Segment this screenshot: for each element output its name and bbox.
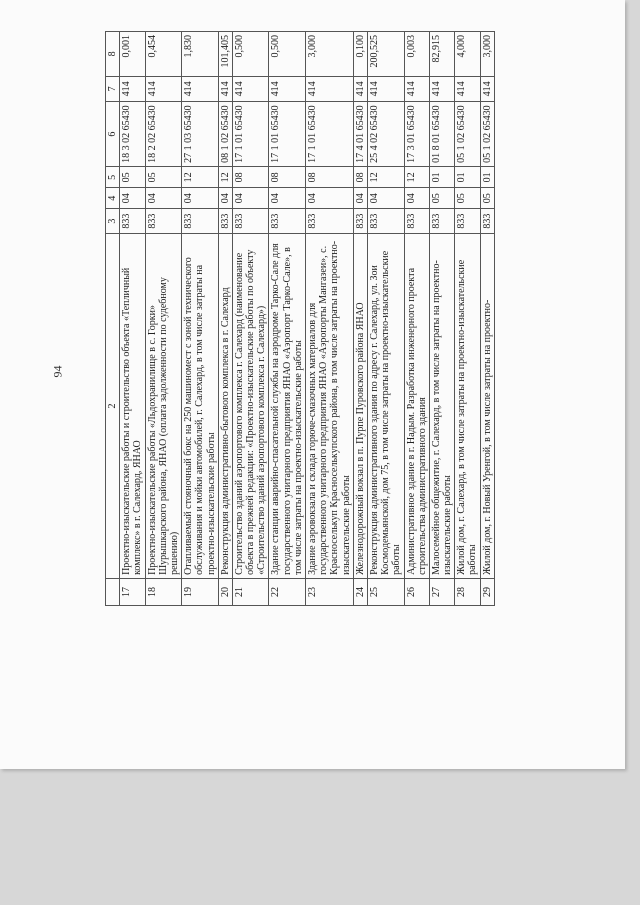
amount-cell: 82,915 bbox=[429, 32, 454, 77]
target-article-cell: 17 1 01 65430 bbox=[306, 101, 354, 167]
object-name-cell: Здание станции аварийно-спасательной службы на аэродроме Тарко-Сале для государственного унитарного предприятия ЯНАО «Аэропорт Тарко-Сале», в том числе затраты на проектно-изыскательские работы bbox=[269, 234, 306, 579]
table-row bbox=[455, 32, 480, 606]
subsection-cell: 12 bbox=[182, 167, 219, 188]
table-row bbox=[367, 32, 404, 606]
header-cell-3: 3 bbox=[106, 209, 120, 234]
section-cell: 04 bbox=[353, 188, 367, 209]
code-cell: 833 bbox=[218, 209, 232, 234]
target-article-cell: 17 4 01 65430 bbox=[353, 101, 367, 167]
amount-cell: 200,525 bbox=[367, 32, 404, 77]
amount-cell: 0,003 bbox=[404, 32, 429, 77]
object-name-cell: Здание аэровокзала и склада горюче-смазочных материалов для государственного унитарного предприятия ЯНАО «Аэропорты Мангазеи», с. Красноселькуп Красноселькупского района, в том числе затраты на проектно-изыскательские работы bbox=[306, 234, 354, 579]
row-number-cell: 26 bbox=[404, 578, 429, 605]
header-cell-8: 8 bbox=[106, 32, 120, 77]
expense-type-cell: 414 bbox=[353, 76, 367, 101]
target-article-cell: 08 1 02 65430 bbox=[218, 101, 232, 167]
subsection-cell: 08 bbox=[232, 167, 269, 188]
target-article-cell: 17 1 01 65430 bbox=[269, 101, 306, 167]
subsection-cell: 12 bbox=[218, 167, 232, 188]
header-cell-5: 5 bbox=[106, 167, 120, 188]
table-row bbox=[480, 32, 494, 606]
object-name-cell: Проектно-изыскательские работы и строительство объекта «Тепличный комплекс» в г. Салехард, ЯНАО bbox=[120, 234, 145, 579]
page-number: 94 bbox=[50, 365, 65, 378]
amount-cell: 4,000 bbox=[455, 32, 480, 77]
table-row bbox=[120, 32, 145, 606]
amount-cell: 0,454 bbox=[145, 32, 182, 77]
table-row bbox=[145, 32, 182, 606]
header-cell-6: 6 bbox=[106, 101, 120, 167]
table-row bbox=[182, 32, 219, 606]
header-cell-7: 7 bbox=[106, 76, 120, 101]
subsection-cell: 12 bbox=[404, 167, 429, 188]
row-number-cell: 17 bbox=[120, 578, 145, 605]
object-name-cell: Административное здание в г. Надым. Разработка инженерного проекта строительства административного здания bbox=[404, 234, 429, 579]
section-cell: 05 bbox=[480, 188, 494, 209]
row-number-cell: 27 bbox=[429, 578, 454, 605]
rotated-table-wrapper bbox=[105, 31, 605, 606]
expense-type-cell: 414 bbox=[404, 76, 429, 101]
subsection-cell: 05 bbox=[120, 167, 145, 188]
object-name-cell: Реконструкция административного здания по адресу г. Салехард, ул. Зои Космодемьянской, дом 75, в том числе затраты на проектно-изыскательские работы bbox=[367, 234, 404, 579]
amount-cell: 0,001 bbox=[120, 32, 145, 77]
subsection-cell: 12 bbox=[367, 167, 404, 188]
header-row bbox=[106, 32, 120, 606]
section-cell: 04 bbox=[306, 188, 354, 209]
section-cell: 04 bbox=[145, 188, 182, 209]
target-article-cell: 05 1 02 65430 bbox=[480, 101, 494, 167]
subsection-cell: 08 bbox=[306, 167, 354, 188]
amount-cell: 3,000 bbox=[480, 32, 494, 77]
target-article-cell: 01 8 01 65430 bbox=[429, 101, 454, 167]
row-number-cell: 28 bbox=[455, 578, 480, 605]
code-cell: 833 bbox=[120, 209, 145, 234]
object-name-cell: Строительство зданий аэропортового комплекса г. Салехард (наименование объекта в прежней редакции: «Проектно-изыскательские работы по объекту «Строительство зданий аэропортового комплекса г. Салехард») bbox=[232, 234, 269, 579]
code-cell: 833 bbox=[232, 209, 269, 234]
row-number-cell: 20 bbox=[218, 578, 232, 605]
expense-type-cell: 414 bbox=[269, 76, 306, 101]
expense-type-cell: 414 bbox=[232, 76, 269, 101]
section-cell: 04 bbox=[218, 188, 232, 209]
section-cell: 04 bbox=[367, 188, 404, 209]
header-cell-2: 2 bbox=[106, 234, 120, 579]
expense-type-cell: 414 bbox=[480, 76, 494, 101]
target-article-cell: 05 1 02 65430 bbox=[455, 101, 480, 167]
table-row bbox=[353, 32, 367, 606]
target-article-cell: 17 3 01 65430 bbox=[404, 101, 429, 167]
expense-type-cell: 414 bbox=[182, 76, 219, 101]
code-cell: 833 bbox=[455, 209, 480, 234]
object-name-cell: Железнодорожный вокзал в п. Пурпе Пуровского района ЯНАО bbox=[353, 234, 367, 579]
row-number-cell: 22 bbox=[269, 578, 306, 605]
section-cell: 05 bbox=[455, 188, 480, 209]
target-article-cell: 18 2 02 65430 bbox=[145, 101, 182, 167]
row-number-cell: 21 bbox=[232, 578, 269, 605]
code-cell: 833 bbox=[367, 209, 404, 234]
section-cell: 04 bbox=[269, 188, 306, 209]
subsection-cell: 05 bbox=[145, 167, 182, 188]
object-name-cell: Проектно-изыскательские работы «Льдохранилище в с. Горки» Шурышкарского района, ЯНАО (оплата задолженности по судебному решению) bbox=[145, 234, 182, 579]
amount-cell: 1,830 bbox=[182, 32, 219, 77]
section-cell: 04 bbox=[404, 188, 429, 209]
object-name-cell: Реконструкция административно-бытового комплекса в г. Салехард bbox=[218, 234, 232, 579]
object-name-cell: Отапливаемый стояночный бокс на 250 машиномест с зоной технического обслуживания и мойки автомобилей, г. Салехард, в том числе затраты на проектно-изыскательские работы bbox=[182, 234, 219, 579]
code-cell: 833 bbox=[353, 209, 367, 234]
subsection-cell: 01 bbox=[455, 167, 480, 188]
expense-type-cell: 414 bbox=[145, 76, 182, 101]
section-cell: 04 bbox=[232, 188, 269, 209]
table-row bbox=[404, 32, 429, 606]
expense-type-cell: 414 bbox=[429, 76, 454, 101]
subsection-cell: 08 bbox=[269, 167, 306, 188]
code-cell: 833 bbox=[269, 209, 306, 234]
row-number-cell: 24 bbox=[353, 578, 367, 605]
table-row bbox=[306, 32, 354, 606]
amount-cell: 0,500 bbox=[232, 32, 269, 77]
row-number-cell: 19 bbox=[182, 578, 219, 605]
amount-cell: 0,100 bbox=[353, 32, 367, 77]
object-name-cell: Жилой дом, г. Салехард, в том числе затраты на проектно-изыскательские работы bbox=[455, 234, 480, 579]
target-article-cell: 17 1 01 65430 bbox=[232, 101, 269, 167]
table-row bbox=[429, 32, 454, 606]
row-number-cell: 18 bbox=[145, 578, 182, 605]
code-cell: 833 bbox=[480, 209, 494, 234]
expense-type-cell: 414 bbox=[455, 76, 480, 101]
table-row bbox=[218, 32, 232, 606]
table-row bbox=[232, 32, 269, 606]
amount-cell: 0,500 bbox=[269, 32, 306, 77]
object-name-cell: Жилой дом, г. Новый Уренгой, в том числе затраты на проектно- bbox=[480, 234, 494, 579]
row-number-cell: 23 bbox=[306, 578, 354, 605]
code-cell: 833 bbox=[306, 209, 354, 234]
code-cell: 833 bbox=[429, 209, 454, 234]
expense-type-cell: 414 bbox=[367, 76, 404, 101]
expense-type-cell: 414 bbox=[306, 76, 354, 101]
target-article-cell: 27 1 03 65430 bbox=[182, 101, 219, 167]
code-cell: 833 bbox=[404, 209, 429, 234]
row-number-cell: 25 bbox=[367, 578, 404, 605]
target-article-cell: 25 4 02 65430 bbox=[367, 101, 404, 167]
object-name-cell: Малосемейное общежитие, г. Салехард, в том числе затраты на проектно-изыскательские работы bbox=[429, 234, 454, 579]
section-cell: 04 bbox=[120, 188, 145, 209]
code-cell: 833 bbox=[145, 209, 182, 234]
target-article-cell: 18 3 02 65430 bbox=[120, 101, 145, 167]
section-cell: 05 bbox=[429, 188, 454, 209]
section-cell: 04 bbox=[182, 188, 219, 209]
subsection-cell: 08 bbox=[353, 167, 367, 188]
amount-cell: 101,405 bbox=[218, 32, 232, 77]
expense-type-cell: 414 bbox=[120, 76, 145, 101]
code-cell: 833 bbox=[182, 209, 219, 234]
subsection-cell: 01 bbox=[429, 167, 454, 188]
subsection-cell: 01 bbox=[480, 167, 494, 188]
row-number-cell: 29 bbox=[480, 578, 494, 605]
amount-cell: 3,000 bbox=[306, 32, 354, 77]
header-cell-4: 4 bbox=[106, 188, 120, 209]
budget-table bbox=[105, 31, 495, 606]
table-row bbox=[269, 32, 306, 606]
header-cell-1 bbox=[106, 578, 120, 605]
expense-type-cell: 414 bbox=[218, 76, 232, 101]
